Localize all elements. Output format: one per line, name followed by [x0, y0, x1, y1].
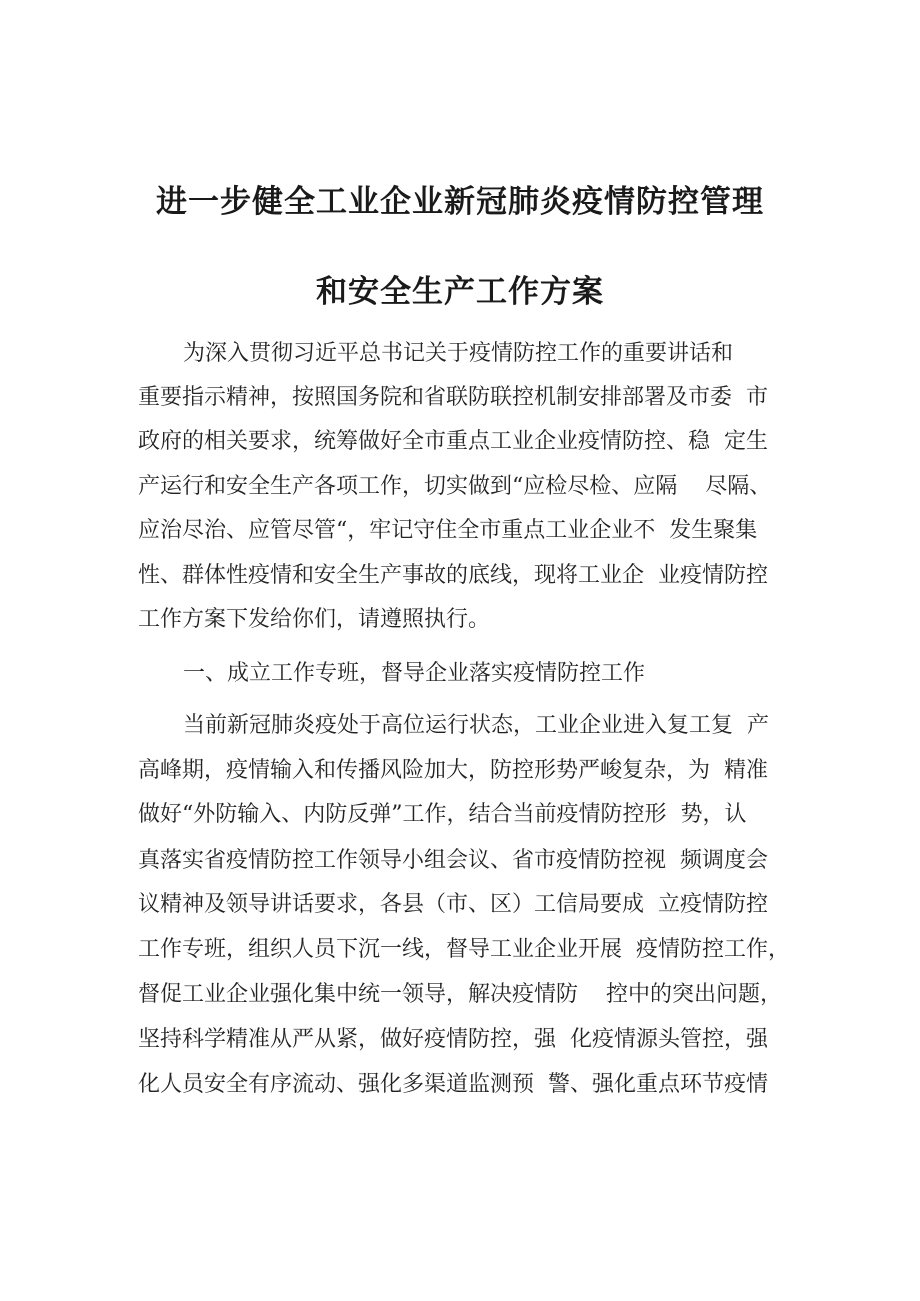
document-title-line-1: 进一步健全工业企业新冠肺炎疫情防控管理 — [156, 184, 764, 220]
paragraph-line: 应治尽治、应管尽管“，牢记守住全市重点工业企业不 发生聚集 — [138, 518, 758, 543]
paragraph-line: 重要指示精神，按照国务院和省联防联控机制安排部署及市委 市 — [138, 385, 768, 410]
paragraph-line: 工作专班，组织人员下沉一线，督导工业企业开展 疫情防控工作， — [138, 937, 790, 962]
paragraph-line: 督促工业企业强化集中统一领导，解决疫情防 控中的突出问题， — [138, 982, 782, 1007]
paragraph-line: 真落实省疫情防控工作领导小组会议、省市疫情防控视 频调度会 — [138, 848, 768, 873]
paragraph-line: 产运行和安全生产各项工作，切实做到“应检尽检、应隔 尽隔、 — [138, 474, 772, 499]
paragraph-line: 政府的相关要求，统筹做好全市重点工业企业疫情防控、稳 定生 — [138, 429, 768, 454]
paragraph-line: 坚持科学精准从严从紧，做好疫情防控，强 化疫情源头管控，强 — [138, 1027, 768, 1052]
paragraph-line: 性、群体性疫情和安全生产事故的底线，现将工业企 业疫情防控 — [138, 563, 768, 588]
paragraph-line: 做好“外防输入、内防反弹”工作，结合当前疫情防控形 势，认 — [138, 802, 747, 827]
paragraph-line: 为深入贯彻习近平总书记关于疫情防控工作的重要讲话和 — [183, 341, 734, 366]
paragraph-line: 工作方案下发给你们，请遵照执行。 — [138, 607, 491, 632]
paragraph-line: 当前新冠肺炎疫处于高位运行状态，工业企业进入复工复 产 — [183, 713, 769, 738]
paragraph-line: 化人员安全有序流动、强化多渠道监测预 警、强化重点环节疫情 — [138, 1072, 768, 1097]
paragraph-line: 议精神及领导讲话要求，各县（市、区）工信局要成 立疫情防控 — [138, 892, 768, 917]
paragraph-line: 高峰期，疫情输入和传播风险加大，防控形势严峻复杂，为 精准 — [138, 758, 768, 783]
document-title-line-2: 和安全生产工作方案 — [316, 274, 604, 310]
section-heading: 一、成立工作专班，督导企业落实疫情防控工作 — [183, 661, 646, 686]
